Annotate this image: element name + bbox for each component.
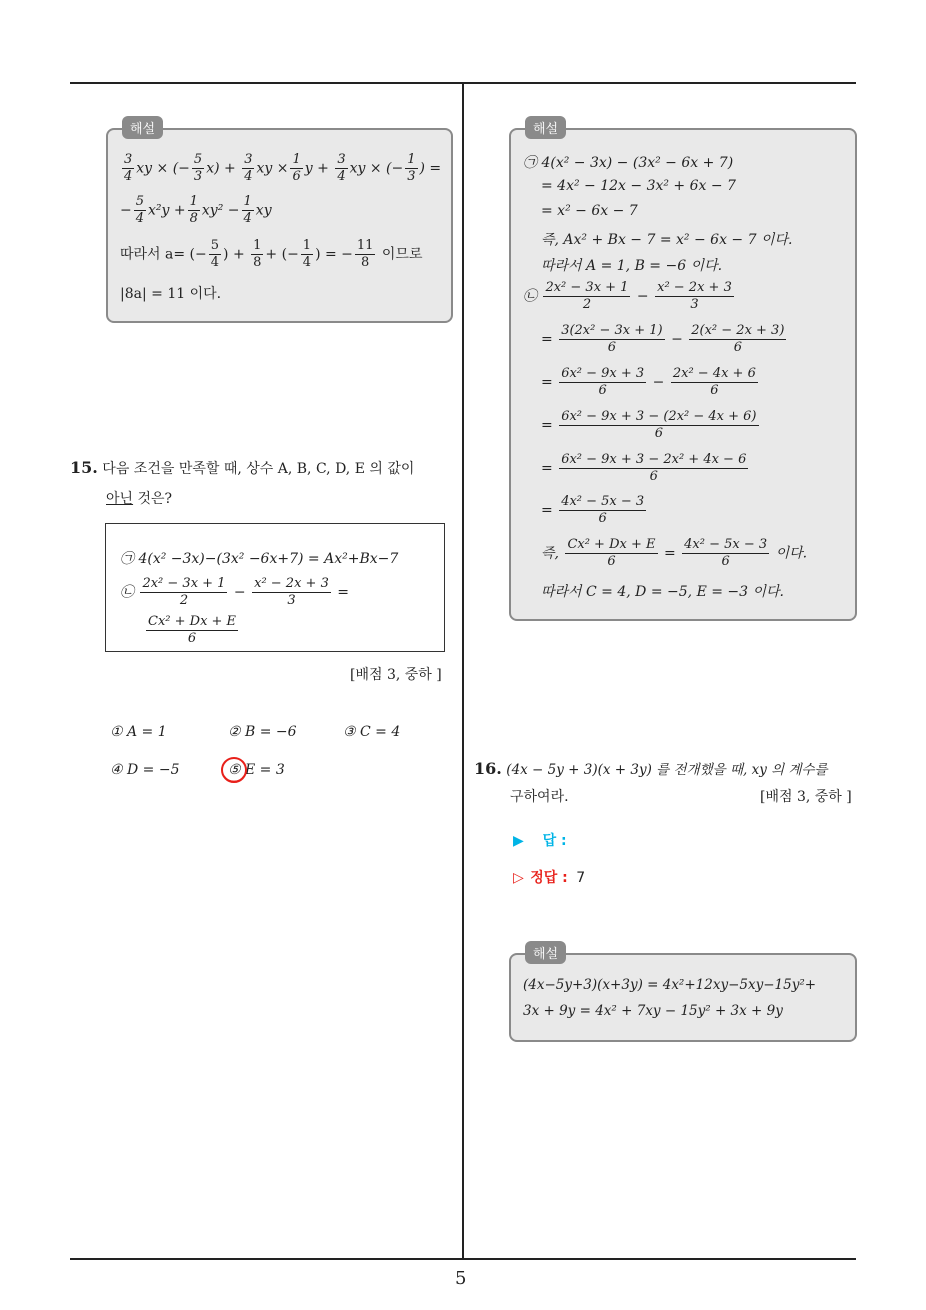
solution-tag: 해설 bbox=[122, 116, 163, 139]
correct-label: 정답 : bbox=[530, 870, 568, 886]
column-divider bbox=[462, 82, 464, 1259]
solution-box-15 bbox=[509, 122, 857, 621]
solution-line: = $\frac{\text{4x² − 5x − 3}}{6}$ bbox=[541, 494, 645, 526]
outline-arrow-icon: ▷ bbox=[513, 870, 524, 886]
solution-line: 즉, $\frac{\text{Cx² + Dx + E}}{6}$ = $\frac{\text{4x² − 5x − 3}}{6}$ 이다. bbox=[541, 537, 808, 569]
solution-box-14 bbox=[106, 122, 453, 323]
choice-4[interactable]: ④ D = −5 bbox=[110, 762, 180, 778]
solution-line: ㉠ 4(x² − 3x) − (3x² − 6x + 7) bbox=[523, 155, 734, 171]
solution-line: = x² − 6x − 7 bbox=[541, 203, 638, 219]
solution-line: − $\frac{5}{4}$ x²y + $\frac{1}{8}$ xy² − $\frac{1}{4}$ xy bbox=[120, 194, 272, 226]
question-text-line2: 구하여라. bbox=[510, 789, 569, 805]
solution-line: |8a| = 11 이다. bbox=[120, 286, 222, 302]
solution-line: = $\frac{\text{6x² − 9x + 3 − 2x² + 4x − 6}}{6}$ bbox=[541, 452, 747, 484]
solution-line: = $\frac{\text{6x² − 9x + 3 − (2x² − 4x + 6)}}{6}$ bbox=[541, 409, 757, 441]
question-16 bbox=[474, 758, 858, 778]
correct-answer-row bbox=[513, 867, 585, 887]
page-number: 5 bbox=[455, 1268, 467, 1289]
correct-value: 7 bbox=[576, 870, 586, 886]
score-label: [배점 3, 중하 ] bbox=[760, 789, 852, 805]
question-text: (4x − 5y + 3)(x + 3y) 를 전개했을 때, xy 의 계수를 bbox=[506, 762, 828, 778]
solution-line: 따라서 A = 1, B = −6 이다. bbox=[541, 258, 723, 274]
solution-box-16 bbox=[509, 947, 857, 1042]
bottom-rule bbox=[70, 1258, 856, 1260]
question-number: 15. bbox=[70, 458, 98, 477]
choice-2[interactable]: ② B = −6 bbox=[228, 724, 297, 740]
solution-tag: 해설 bbox=[525, 116, 566, 139]
solution-line: = 4x² − 12x − 3x² + 6x − 7 bbox=[541, 178, 736, 194]
solution-tag: 해설 bbox=[525, 941, 566, 964]
question-text: 다음 조건을 만족할 때, 상수 A, B, C, D, E 의 값이 bbox=[102, 461, 415, 477]
play-arrow-icon: ▶ bbox=[513, 833, 524, 849]
condition-2-rhs: $\frac{\text{Cx² + Dx + E}}{6}$ bbox=[148, 614, 237, 646]
answer-label: 답 : bbox=[542, 833, 567, 849]
solution-line: (4x−5y+3)(x+3y) = 4x²+12xy−5xy−15y²+ bbox=[523, 977, 817, 993]
answer-mark-icon bbox=[218, 754, 250, 786]
choice-3[interactable]: ③ C = 4 bbox=[343, 724, 401, 740]
condition-box bbox=[105, 523, 445, 652]
question-text-line2: 아닌 것은? bbox=[106, 491, 173, 507]
answer-row bbox=[513, 830, 567, 850]
solution-line: 따라서 a= (− $\frac{5}{4}$ ) + $\frac{1}{8}$ + (− $\frac{1}{4}$ ) = − $\frac{11}{8}$ 이므로 bbox=[120, 238, 423, 270]
question-number: 16. bbox=[474, 759, 502, 778]
solution-line: 3x + 9y = 4x² + 7xy − 15y² + 3x + 9y bbox=[523, 1003, 783, 1019]
solution-line: $\frac{3}{4}$ xy × (− $\frac{5}{3}$ x) + $\frac{3}{4}$ xy × $\frac{1}{6}$ y + $\frac{3}{4}$ xy × (− $\frac{1}{3}$ ) = bbox=[124, 152, 442, 184]
condition-1: ㉠ 4(x² −3x)−(3x² −6x+7) = Ax²+Bx−7 bbox=[120, 551, 399, 567]
solution-line: 따라서 C = 4, D = −5, E = −3 이다. bbox=[541, 584, 785, 600]
score-label: [배점 3, 중하 ] bbox=[350, 667, 442, 683]
solution-line: = $\frac{\text{6x² − 9x + 3}}{6}$ − $\frac{\text{2x² − 4x + 6}}{6}$ bbox=[541, 366, 756, 398]
solution-line: = $\frac{\text{3(2x² − 3x + 1)}}{6}$ − $\frac{\text{2(x² − 2x + 3)}}{6}$ bbox=[541, 323, 785, 355]
question-15 bbox=[70, 458, 454, 478]
condition-2: ㉡ $\frac{\text{2x² − 3x + 1}}{2}$ − $\frac{\text{x² − 2x + 3}}{3}$ = bbox=[120, 576, 350, 608]
solution-line: ㉡ $\frac{\text{2x² − 3x + 1}}{2}$ − $\frac{\text{x² − 2x + 3}}{3}$ bbox=[523, 280, 732, 312]
solution-line: 즉, Ax² + Bx − 7 = x² − 6x − 7 이다. bbox=[541, 232, 793, 248]
choice-1[interactable]: ① A = 1 bbox=[110, 724, 167, 740]
choice-5[interactable]: ⑤ E = 3 bbox=[228, 762, 285, 778]
